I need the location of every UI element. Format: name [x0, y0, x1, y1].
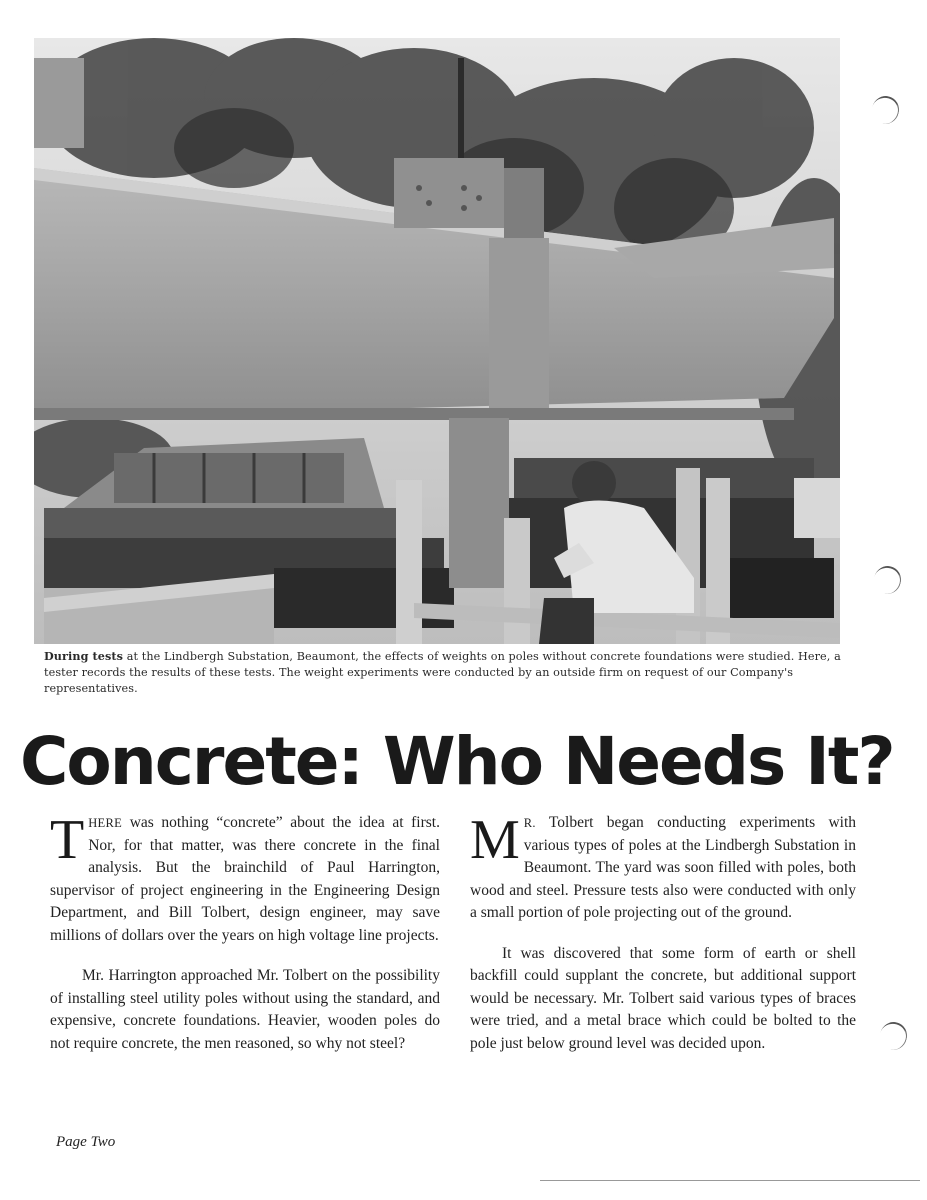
punch-hole-middle	[871, 563, 904, 597]
photo-caption	[44, 648, 844, 697]
left-paragraph-1-text: was nothing “concrete” about the idea at first. Nor, for that matter, was there concrete in the final analysis. But the brainchild of Paul Harrington, supervisor of project engineering in the Engineering Design Department, and Bill Tolbert, design engineer, may save millions of dollars over the years on high voltage line projects.	[50, 814, 440, 944]
left-paragraph-2: Mr. Harrington approached Mr. Tolbert on the possibility of installing steel utility poles without using the standard, and expensive, concrete foundations. Heavier, wooden poles do not require concrete, the men reasoned, so why not steel?	[50, 967, 440, 1052]
right-column	[470, 809, 856, 1055]
right-dropcap: M	[470, 809, 520, 871]
photo-steel-pole-test-illustration	[34, 38, 840, 644]
caption-text: at the Lindbergh Substation, Beaumont, the effects of weights on poles without concrete foundations were studied. Here, a tester records the results of these tests. The weight experiments were conducted by an outside firm on request of our Company's representatives.	[44, 650, 841, 695]
punch-hole-top	[869, 93, 902, 127]
right-smallcaps: R.	[523, 816, 536, 830]
right-paragraph-2: It was discovered that some form of earth or shell backfill could supplant the concrete, but additional support would be necessary. Mr. Tolbert said various types of braces were tried, and a metal brace which could be bolted to the pole just below ground level was decided upon.	[470, 944, 856, 1052]
right-paragraph-1	[470, 809, 856, 925]
left-paragraph-1	[50, 809, 440, 947]
page-label: Page Two	[56, 1134, 116, 1150]
punch-hole-bottom	[877, 1019, 910, 1053]
test-photo	[34, 38, 840, 644]
caption-lead: During tests	[44, 649, 124, 663]
bottom-edge-line	[540, 1180, 920, 1181]
headline: Concrete: Who Needs It?	[20, 723, 894, 800]
left-dropcap: T	[50, 809, 85, 871]
left-smallcaps: HERE	[88, 816, 123, 830]
left-column	[50, 809, 440, 1055]
right-paragraph-1-text: Tolbert began conducting experiments with various types of poles at the Lindbergh Substation in Beaumont. The yard was soon filled with poles, both wood and steel. Pressure tests also were conducted with only a small portion of pole projecting out of the ground.	[470, 814, 856, 921]
